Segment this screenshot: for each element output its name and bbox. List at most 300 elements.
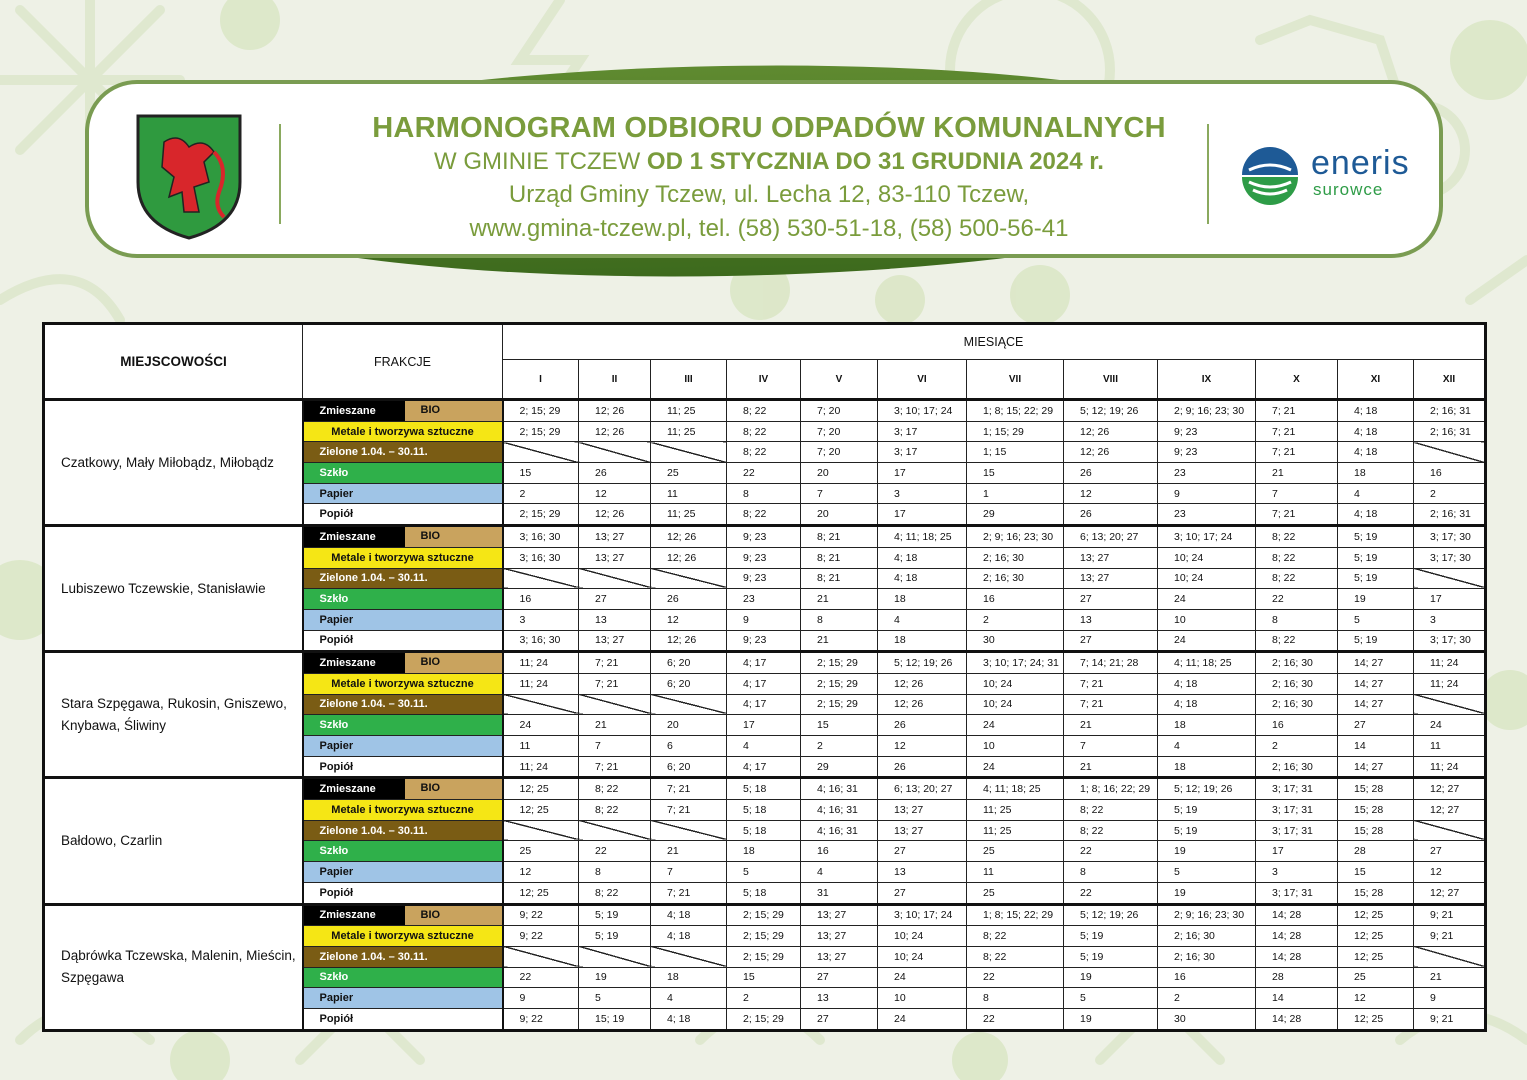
date-cell: 7 — [1064, 736, 1158, 757]
date-cell: 14 — [1338, 736, 1414, 757]
date-cell: 13 — [878, 862, 967, 883]
date-cell: 7; 21 — [579, 756, 651, 778]
date-cell: 21 — [1064, 715, 1158, 736]
date-cell: 5; 12; 19; 26 — [1064, 904, 1158, 926]
date-cell: 12; 26 — [1064, 421, 1158, 442]
fraction-label: Zielone 1.04. – 30.11. — [319, 950, 428, 963]
date-cell: 27 — [1064, 589, 1158, 610]
date-cell: 29 — [967, 504, 1064, 526]
date-cell: 26 — [1064, 504, 1158, 526]
date-cell: 1; 8; 16; 22; 29 — [1064, 778, 1158, 800]
date-cell: 12; 26 — [878, 694, 967, 715]
date-cell: 10 — [967, 736, 1064, 757]
month-header: VII — [967, 360, 1064, 400]
fraction-paper — [303, 988, 503, 1009]
date-cell: 4; 17 — [727, 756, 801, 778]
date-cell: 9; 23 — [1158, 421, 1256, 442]
date-cell: 7 — [579, 736, 651, 757]
date-cell: 4; 17 — [727, 694, 801, 715]
date-cell: 18 — [878, 589, 967, 610]
date-cell: 24 — [1414, 715, 1486, 736]
date-cell: 4; 18 — [878, 547, 967, 568]
date-cell: 10; 24 — [967, 673, 1064, 694]
date-cell: 4; 11; 18; 25 — [878, 526, 967, 548]
date-cell: 24 — [878, 967, 967, 988]
date-cell: 8; 22 — [967, 946, 1064, 967]
date-cell: 12 — [878, 736, 967, 757]
date-cell: 3; 10; 17; 24 — [878, 904, 967, 926]
date-cell: 2; 16; 31 — [1414, 400, 1486, 422]
no-collection-cell — [503, 568, 579, 589]
fraction-bio-label: BIO — [405, 527, 502, 547]
month-header: II — [579, 360, 651, 400]
fraction-metals — [303, 547, 503, 568]
date-cell: 9 — [1158, 483, 1256, 504]
date-cell: 8; 22 — [967, 926, 1064, 947]
date-cell: 9; 22 — [503, 1008, 579, 1030]
date-cell: 29 — [801, 756, 878, 778]
fraction-label: Popiół — [319, 508, 354, 521]
date-cell: 19 — [579, 967, 651, 988]
no-collection-cell — [579, 442, 651, 463]
fraction-paper — [303, 483, 503, 504]
fraction-green — [303, 442, 503, 463]
date-cell: 5; 19 — [1158, 820, 1256, 841]
date-cell: 2; 16; 30 — [1158, 926, 1256, 947]
date-cell: 12 — [1338, 988, 1414, 1009]
fraction-label: Szkło — [319, 719, 349, 732]
date-cell: 23 — [727, 589, 801, 610]
date-cell: 15 — [801, 715, 878, 736]
date-cell: 13; 27 — [801, 904, 878, 926]
date-cell: 2; 9; 16; 23; 30 — [1158, 904, 1256, 926]
date-cell: 16 — [967, 589, 1064, 610]
date-cell: 25 — [651, 463, 727, 484]
date-cell: 12; 26 — [878, 673, 967, 694]
schedule-table — [42, 322, 1487, 1032]
date-cell: 8; 21 — [801, 547, 878, 568]
no-collection-cell — [1414, 946, 1486, 967]
date-cell: 17 — [727, 715, 801, 736]
office-address: Urząd Gminy Tczew, ul. Lecha 12, 83-110 Tczew, — [508, 181, 1030, 208]
date-cell: 25 — [503, 841, 579, 862]
date-cell: 13; 27 — [579, 630, 651, 652]
date-cell: 18 — [1158, 715, 1256, 736]
date-cell: 22 — [727, 463, 801, 484]
date-cell: 2; 16; 30 — [1256, 652, 1338, 674]
date-cell: 8; 22 — [579, 882, 651, 904]
date-cell: 3; 16; 30 — [503, 547, 579, 568]
date-cell: 4; 18 — [1338, 504, 1414, 526]
date-cell: 18 — [651, 967, 727, 988]
fraction-ash — [303, 882, 503, 904]
date-cell: 3 — [1414, 609, 1486, 630]
table-row — [44, 652, 1486, 674]
date-cell: 7; 14; 21; 28 — [1064, 652, 1158, 674]
date-cell: 3 — [878, 483, 967, 504]
date-cell: 2 — [1158, 988, 1256, 1009]
date-cell: 27 — [801, 1008, 878, 1030]
date-cell: 5 — [727, 862, 801, 883]
date-cell: 26 — [878, 756, 967, 778]
date-cell: 16 — [503, 589, 579, 610]
date-cell: 9; 21 — [1414, 1008, 1486, 1030]
date-cell: 8; 22 — [1256, 568, 1338, 589]
date-cell: 5 — [1064, 988, 1158, 1009]
logo-sub-text: surowce — [1313, 180, 1384, 199]
fraction-label: Zmieszane — [319, 909, 376, 922]
place-name: Lubiszewo Tczewskie, Stanisławie — [44, 526, 303, 652]
date-cell: 15 — [503, 463, 579, 484]
date-cell: 4; 18 — [1338, 400, 1414, 422]
date-cell: 3 — [503, 609, 579, 630]
fraction-label: Metale i tworzywa sztuczne — [331, 803, 474, 816]
fraction-label: Szkło — [319, 971, 349, 984]
date-cell: 13; 27 — [1064, 568, 1158, 589]
month-header: V — [801, 360, 878, 400]
date-cell: 26 — [651, 589, 727, 610]
fraction-glass — [303, 589, 503, 610]
date-cell: 12; 26 — [579, 421, 651, 442]
date-cell: 9; 23 — [727, 568, 801, 589]
date-cell: 15 — [727, 967, 801, 988]
fraction-label: Zielone 1.04. – 30.11. — [319, 698, 428, 711]
date-cell: 8 — [579, 862, 651, 883]
date-cell: 4; 18 — [651, 1008, 727, 1030]
fraction-mixed — [303, 904, 503, 926]
date-cell: 9; 21 — [1414, 904, 1486, 926]
date-cell: 7; 21 — [1256, 504, 1338, 526]
date-cell: 22 — [967, 1008, 1064, 1030]
date-cell: 21 — [801, 630, 878, 652]
date-cell: 5 — [579, 988, 651, 1009]
date-cell: 7; 21 — [1064, 694, 1158, 715]
date-cell: 4 — [727, 736, 801, 757]
no-collection-cell — [651, 568, 727, 589]
date-cell: 8; 22 — [579, 778, 651, 800]
date-cell: 5 — [1338, 609, 1414, 630]
date-cell: 21 — [1064, 756, 1158, 778]
month-header: VIII — [1064, 360, 1158, 400]
fraction-metals — [303, 421, 503, 442]
date-cell: 6; 20 — [651, 756, 727, 778]
date-cell: 2; 15; 29 — [503, 421, 579, 442]
no-collection-cell — [651, 820, 727, 841]
month-header: I — [503, 360, 579, 400]
date-cell: 8 — [727, 483, 801, 504]
date-cell: 24 — [1158, 589, 1256, 610]
fraction-glass — [303, 715, 503, 736]
date-cell: 13; 27 — [579, 547, 651, 568]
date-cell: 25 — [967, 841, 1064, 862]
date-cell: 16 — [801, 841, 878, 862]
date-cell: 13 — [1064, 609, 1158, 630]
date-cell: 27 — [1414, 841, 1486, 862]
date-cell: 11 — [503, 736, 579, 757]
date-cell: 2; 16; 30 — [967, 547, 1064, 568]
date-cell: 11; 25 — [967, 820, 1064, 841]
fraction-label: Zielone 1.04. – 30.11. — [319, 446, 428, 459]
date-cell: 9 — [727, 609, 801, 630]
date-cell: 3; 17; 31 — [1256, 820, 1338, 841]
date-cell: 9 — [1414, 988, 1486, 1009]
fraction-ash — [303, 1008, 503, 1030]
date-cell: 15; 28 — [1338, 778, 1414, 800]
date-cell: 2; 15; 29 — [801, 673, 878, 694]
date-cell: 11 — [1414, 736, 1486, 757]
fraction-green — [303, 568, 503, 589]
date-cell: 9; 23 — [727, 630, 801, 652]
date-cell: 4; 16; 31 — [801, 820, 878, 841]
date-cell: 4; 18 — [1158, 694, 1256, 715]
date-cell: 9; 23 — [727, 547, 801, 568]
date-cell: 8; 22 — [1256, 547, 1338, 568]
no-collection-cell — [503, 946, 579, 967]
table-row — [44, 778, 1486, 800]
date-cell: 14; 27 — [1338, 756, 1414, 778]
fraction-green — [303, 820, 503, 841]
date-cell: 30 — [967, 630, 1064, 652]
date-cell: 6; 20 — [651, 652, 727, 674]
date-cell: 14; 27 — [1338, 694, 1414, 715]
date-cell: 14; 27 — [1338, 673, 1414, 694]
date-cell: 13; 27 — [1064, 547, 1158, 568]
fraction-glass — [303, 967, 503, 988]
date-cell: 13; 27 — [801, 946, 878, 967]
date-cell: 5; 19 — [579, 926, 651, 947]
date-cell: 5; 18 — [727, 820, 801, 841]
date-cell: 2; 9; 16; 23; 30 — [967, 526, 1064, 548]
date-cell: 12 — [579, 483, 651, 504]
fraction-green — [303, 946, 503, 967]
date-cell: 16 — [1256, 715, 1338, 736]
fraction-ash — [303, 630, 503, 652]
date-cell: 22 — [1064, 882, 1158, 904]
date-cell: 2; 15; 29 — [727, 904, 801, 926]
date-cell: 24 — [967, 715, 1064, 736]
date-cell: 13; 27 — [878, 820, 967, 841]
date-cell: 25 — [1338, 967, 1414, 988]
no-collection-cell — [1414, 820, 1486, 841]
col-header-fractions: FRAKCJE — [303, 324, 503, 400]
fraction-label: Metale i tworzywa sztuczne — [331, 930, 474, 943]
date-cell: 4 — [1158, 736, 1256, 757]
no-collection-cell — [579, 694, 651, 715]
crest-icon — [134, 112, 244, 240]
month-header: IV — [727, 360, 801, 400]
date-cell: 7; 20 — [801, 400, 878, 422]
date-cell: 14; 28 — [1256, 946, 1338, 967]
date-cell: 7; 21 — [579, 652, 651, 674]
date-cell: 21 — [1414, 967, 1486, 988]
place-name: Czatkowy, Mały Miłobądz, Miłobądz — [44, 400, 303, 526]
date-cell: 11 — [967, 862, 1064, 883]
date-cell: 6; 13; 20; 27 — [1064, 526, 1158, 548]
date-cell: 2; 16; 30 — [1256, 673, 1338, 694]
eneris-logo — [1239, 144, 1429, 206]
date-cell: 12; 25 — [1338, 1008, 1414, 1030]
fraction-mixed — [303, 526, 503, 548]
date-cell: 9; 21 — [1414, 926, 1486, 947]
fraction-label: Papier — [319, 613, 354, 626]
date-cell: 4; 18 — [1338, 442, 1414, 463]
date-cell: 11; 24 — [1414, 756, 1486, 778]
date-cell: 8; 22 — [579, 800, 651, 821]
no-collection-cell — [579, 820, 651, 841]
date-range: OD 1 STYCZNIA DO 31 GRUDNIA 2024 r. — [646, 148, 1104, 175]
fraction-ash — [303, 756, 503, 778]
date-cell: 8 — [1064, 862, 1158, 883]
fraction-metals — [303, 926, 503, 947]
no-collection-cell — [503, 442, 579, 463]
date-cell: 23 — [1158, 463, 1256, 484]
date-cell: 21 — [1256, 463, 1338, 484]
date-cell: 27 — [1064, 630, 1158, 652]
date-cell: 22 — [967, 967, 1064, 988]
eneris-logo-icon — [1239, 144, 1301, 206]
date-cell: 8; 21 — [801, 568, 878, 589]
month-header: X — [1256, 360, 1338, 400]
fraction-mixed — [303, 652, 503, 674]
fraction-paper — [303, 736, 503, 757]
date-cell: 11; 25 — [967, 800, 1064, 821]
date-cell: 17 — [878, 463, 967, 484]
fraction-paper — [303, 862, 503, 883]
date-cell: 3; 16; 30 — [503, 526, 579, 548]
date-cell: 1; 8; 15; 22; 29 — [967, 904, 1064, 926]
fraction-ash — [303, 504, 503, 526]
date-cell: 18 — [727, 841, 801, 862]
date-cell: 12 — [651, 609, 727, 630]
date-cell: 3; 16; 30 — [503, 630, 579, 652]
date-cell: 9; 23 — [727, 526, 801, 548]
date-cell: 12; 25 — [1338, 904, 1414, 926]
date-cell: 14; 27 — [1338, 652, 1414, 674]
date-cell: 6 — [651, 736, 727, 757]
date-cell: 11; 24 — [503, 652, 579, 674]
date-cell: 3; 17; 31 — [1256, 778, 1338, 800]
date-cell: 3; 17; 30 — [1414, 526, 1486, 548]
fraction-label: Popiół — [319, 634, 354, 647]
date-cell: 3; 17; 31 — [1256, 800, 1338, 821]
date-cell: 5; 19 — [1338, 630, 1414, 652]
date-cell: 24 — [967, 756, 1064, 778]
date-cell: 8; 22 — [1256, 526, 1338, 548]
date-cell: 7; 21 — [651, 778, 727, 800]
date-cell: 5; 18 — [727, 800, 801, 821]
date-cell: 12 — [503, 862, 579, 883]
date-cell: 2; 16; 30 — [1256, 756, 1338, 778]
fraction-label: Szkło — [319, 845, 349, 858]
date-cell: 12; 27 — [1414, 800, 1486, 821]
date-cell: 4 — [878, 609, 967, 630]
date-cell: 1; 15; 29 — [967, 421, 1064, 442]
date-cell: 10; 24 — [878, 946, 967, 967]
col-header-months: MIESIĄCE — [503, 324, 1486, 360]
no-collection-cell — [651, 694, 727, 715]
fraction-label: Zielone 1.04. – 30.11. — [319, 572, 428, 585]
header-titles — [289, 110, 1249, 246]
date-cell: 5; 19 — [1338, 547, 1414, 568]
col-header-places: MIEJSCOWOŚCI — [44, 324, 303, 400]
fraction-paper — [303, 609, 503, 630]
date-cell: 8; 22 — [1064, 820, 1158, 841]
date-cell: 12; 25 — [1338, 946, 1414, 967]
date-cell: 19 — [1064, 967, 1158, 988]
date-cell: 2; 15; 29 — [727, 1008, 801, 1030]
date-cell: 12; 26 — [1064, 442, 1158, 463]
date-cell: 16 — [1414, 463, 1486, 484]
date-cell: 5; 19 — [1338, 568, 1414, 589]
date-cell: 13; 27 — [801, 926, 878, 947]
date-cell: 11; 25 — [651, 421, 727, 442]
date-cell: 5; 19 — [579, 904, 651, 926]
date-cell: 20 — [651, 715, 727, 736]
office-contact: www.gmina-tczew.pl, tel. (58) 530-51-18, (58) 500-56-41 — [469, 215, 1069, 242]
fraction-label: Zmieszane — [319, 783, 376, 796]
date-cell: 2; 15; 29 — [801, 652, 878, 674]
date-cell: 8 — [1256, 609, 1338, 630]
fraction-mixed — [303, 778, 503, 800]
fraction-label: Popiół — [319, 886, 354, 899]
date-cell: 4; 11; 18; 25 — [1158, 652, 1256, 674]
table-row — [44, 526, 1486, 548]
date-cell: 7; 20 — [801, 442, 878, 463]
date-cell: 5 — [1158, 862, 1256, 883]
date-cell: 7; 20 — [801, 421, 878, 442]
fraction-label: Zmieszane — [319, 530, 376, 543]
fraction-label: Papier — [319, 992, 354, 1005]
date-cell: 2; 16; 30 — [1256, 694, 1338, 715]
date-cell: 9; 22 — [503, 926, 579, 947]
date-cell: 12; 26 — [651, 526, 727, 548]
date-cell: 15; 28 — [1338, 882, 1414, 904]
date-cell: 22 — [503, 967, 579, 988]
date-cell: 4 — [801, 862, 878, 883]
fraction-glass — [303, 841, 503, 862]
date-cell: 12 — [1064, 483, 1158, 504]
date-cell: 10; 24 — [967, 694, 1064, 715]
date-cell: 5; 12; 19; 26 — [1158, 778, 1256, 800]
date-cell: 28 — [1338, 841, 1414, 862]
date-cell: 2; 15; 29 — [801, 694, 878, 715]
date-cell: 22 — [1256, 589, 1338, 610]
fraction-label: Zmieszane — [319, 657, 376, 670]
date-cell: 7; 21 — [651, 882, 727, 904]
date-cell: 2; 16; 31 — [1414, 504, 1486, 526]
date-cell: 1; 15 — [967, 442, 1064, 463]
month-header: IX — [1158, 360, 1256, 400]
fraction-label: Zmieszane — [319, 404, 376, 417]
date-cell: 17 — [1414, 589, 1486, 610]
fraction-metals — [303, 800, 503, 821]
header-panel — [85, 80, 1443, 258]
place-name: Stara Szpęgawa, Rukosin, Gniszewo, Knybawa, Śliwiny — [44, 652, 303, 778]
date-cell: 12; 25 — [503, 778, 579, 800]
fraction-label: Metale i tworzywa sztuczne — [331, 677, 474, 690]
date-cell: 7; 21 — [651, 800, 727, 821]
date-cell: 19 — [1338, 589, 1414, 610]
date-cell: 9; 22 — [503, 904, 579, 926]
date-cell: 27 — [801, 967, 878, 988]
date-cell: 30 — [1158, 1008, 1256, 1030]
date-cell: 5; 12; 19; 26 — [1064, 400, 1158, 422]
date-cell: 21 — [579, 715, 651, 736]
table-row — [44, 400, 1486, 422]
date-cell: 7; 21 — [1256, 400, 1338, 422]
date-cell: 12; 25 — [503, 882, 579, 904]
date-cell: 7; 21 — [1064, 673, 1158, 694]
